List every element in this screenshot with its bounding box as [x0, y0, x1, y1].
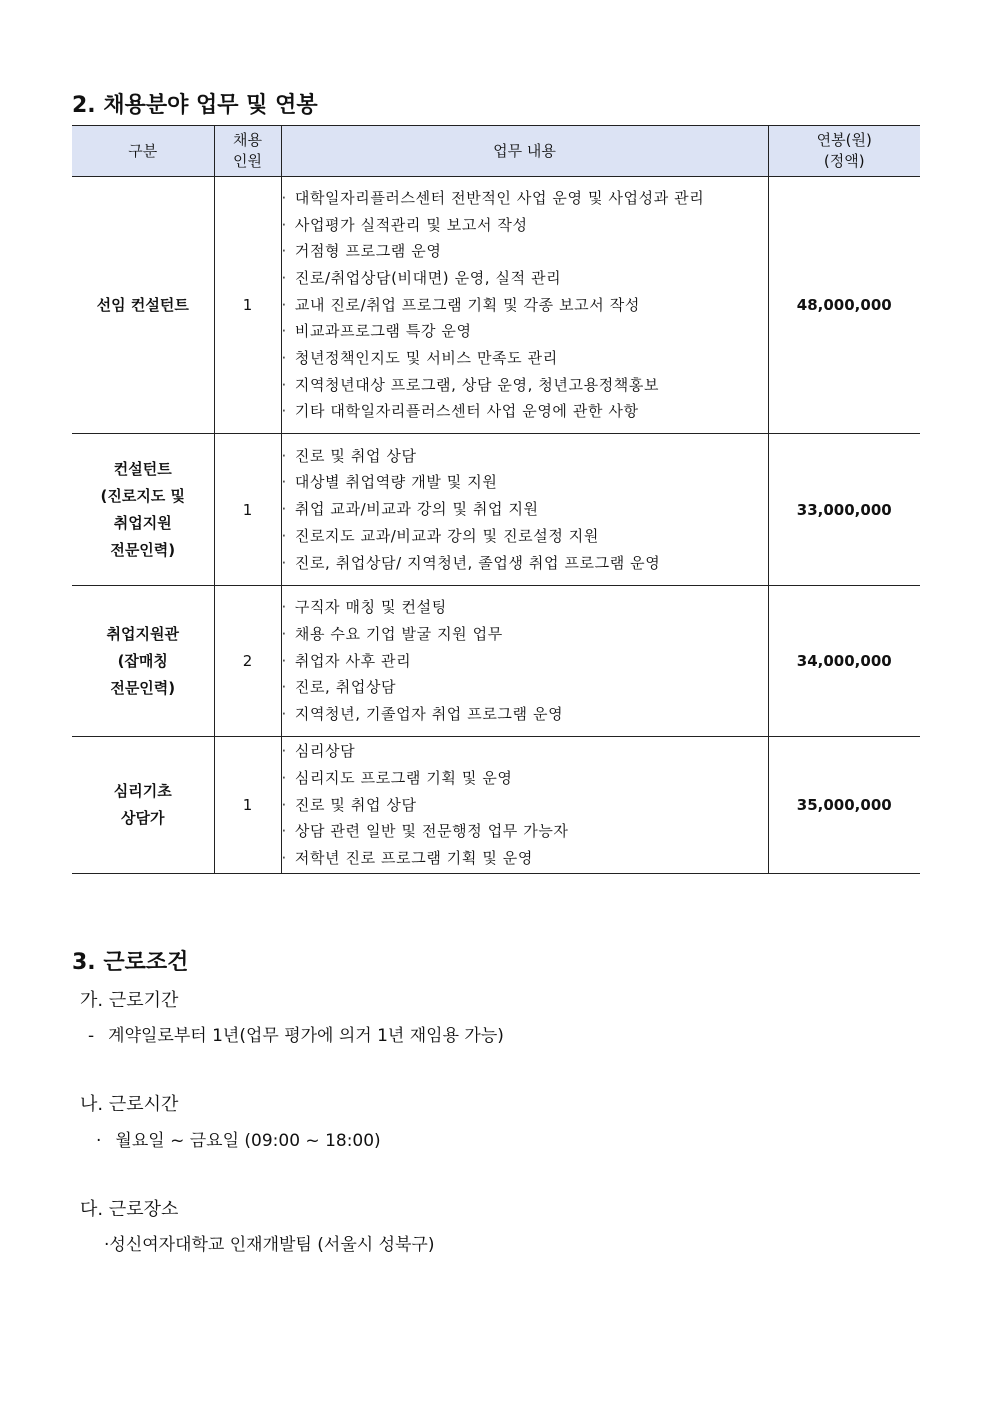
- duty-text: 상담 관련 일반 및 전문행정 업무 가능자: [294, 822, 569, 841]
- category-line: 컨설턴트: [113, 459, 172, 478]
- row-duties: [281, 177, 768, 434]
- row-salary: 35,000,000: [768, 737, 920, 874]
- table-row: [72, 434, 920, 586]
- duty-item: [282, 594, 768, 621]
- duty-text: 지역청년, 기졸업자 취업 프로그램 운영: [294, 705, 564, 724]
- duty-text: 채용 수요 기업 발굴 지원 업무: [294, 624, 503, 643]
- duty-text: 심리지도 프로그램 기획 및 운영: [294, 768, 513, 787]
- duty-text: 사업평가 실적관리 및 보고서 작성: [294, 215, 528, 234]
- duty-item: [282, 550, 768, 577]
- duty-text: 진로/취업상담(비대면) 운영, 실적 관리: [294, 268, 562, 287]
- duty-text: 구직자 매칭 및 컨설팅: [294, 598, 447, 617]
- category-line: 상담가: [121, 809, 165, 827]
- row-salary: 48,000,000: [768, 177, 920, 434]
- duty-text: 비교과프로그램 특강 운영: [294, 322, 472, 341]
- period-heading: 가. 근로기간: [80, 990, 179, 1011]
- duty-item: [282, 738, 768, 765]
- row-duties: [281, 586, 768, 737]
- job-table: [72, 125, 920, 874]
- duty-text: 진로지도 교과/비교과 강의 및 진로설정 지원: [294, 526, 599, 545]
- duty-item: [282, 398, 768, 425]
- duty-item: [282, 185, 768, 212]
- duty-item: [282, 443, 768, 470]
- duty-text: 진로 및 취업 상담: [294, 795, 417, 814]
- duty-item: [282, 674, 768, 701]
- duty-list: [282, 594, 768, 728]
- row-category: [72, 586, 214, 737]
- category-line: 취업지원관: [106, 624, 179, 643]
- duty-text: 저학년 진로 프로그램 기획 및 운영: [294, 849, 533, 868]
- duty-text: 취업 교과/비교과 강의 및 취업 지원: [294, 500, 539, 519]
- section-2-title: 2. 채용분야 업무 및 연봉: [72, 93, 318, 118]
- duty-text: 진로, 취업상담: [294, 678, 397, 697]
- header-duties: 업무 내용: [281, 126, 768, 177]
- duty-item: [282, 621, 768, 648]
- duty-item: [282, 372, 768, 399]
- duty-list: [282, 738, 768, 872]
- table-header-row: [72, 126, 920, 177]
- place-heading: 다. 근로장소: [80, 1199, 179, 1220]
- duty-text: 대학일자리플러스센터 전반적인 사업 운영 및 사업성과 관리: [294, 188, 705, 207]
- duty-text: 기타 대학일자리플러스센터 사업 운영에 관한 사항: [294, 402, 639, 421]
- duty-item: [282, 238, 768, 265]
- row-salary: 34,000,000: [768, 586, 920, 737]
- duty-item: [282, 345, 768, 372]
- category-line: 취업지원: [113, 513, 172, 532]
- place-text: ·성신여자대학교 인재개발팀 (서울시 성북구): [104, 1235, 435, 1255]
- header-salary: 연봉(원) (정액): [768, 126, 920, 177]
- row-category: [72, 177, 214, 434]
- header-count: 채용 인원: [214, 126, 281, 177]
- duty-item: [282, 496, 768, 523]
- row-count: 2: [214, 586, 281, 737]
- row-duties: [281, 434, 768, 586]
- hours-item: [96, 1126, 381, 1151]
- row-duties: [281, 737, 768, 874]
- period-item: [88, 1021, 504, 1046]
- duty-item: [282, 818, 768, 845]
- duty-item: [282, 792, 768, 819]
- row-category: [72, 434, 214, 586]
- category-line: (잡매칭: [117, 651, 168, 670]
- duty-item: [282, 523, 768, 550]
- duty-list: [282, 185, 768, 425]
- duty-item: [282, 701, 768, 728]
- duty-item: [282, 845, 768, 872]
- duty-text: 진로 및 취업 상담: [294, 446, 417, 465]
- duty-item: [282, 469, 768, 496]
- hours-heading: 나. 근로시간: [80, 1094, 179, 1115]
- row-count: 1: [214, 434, 281, 586]
- hours-text: 월요일 ~ 금요일 (09:00 ~ 18:00): [115, 1131, 381, 1151]
- category-line: 전문인력): [110, 678, 176, 697]
- duty-text: 거점형 프로그램 운영: [294, 242, 442, 261]
- duty-text: 진로, 취업상담/ 지역청년, 졸업생 취업 프로그램 운영: [294, 553, 661, 572]
- duty-item: [282, 292, 768, 319]
- period-text: 계약일로부터 1년(업무 평가에 의거 1년 재임용 가능): [108, 1026, 504, 1046]
- table-row: [72, 177, 920, 434]
- hours-bullet: ·: [96, 1131, 102, 1151]
- duty-item: [282, 648, 768, 675]
- duty-list: [282, 443, 768, 577]
- duty-item: [282, 212, 768, 239]
- duty-text: 대상별 취업역량 개발 및 지원: [294, 473, 498, 492]
- category-line: 선임 컨설턴트: [96, 295, 189, 314]
- duty-text: 교내 진로/취업 프로그램 기획 및 각종 보고서 작성: [294, 295, 640, 314]
- table-row: [72, 737, 920, 874]
- section-3-title: 3. 근로조건: [72, 950, 189, 975]
- row-salary: 33,000,000: [768, 434, 920, 586]
- row-count: 1: [214, 737, 281, 874]
- period-bullet: -: [88, 1026, 95, 1046]
- duty-item: [282, 265, 768, 292]
- duty-item: [282, 765, 768, 792]
- duty-item: [282, 318, 768, 345]
- row-count: 1: [214, 177, 281, 434]
- header-category: 구분: [72, 126, 214, 177]
- duty-text: 지역청년대상 프로그램, 상담 운영, 청년고용정책홍보: [294, 375, 660, 394]
- category-line: 전문인력): [110, 540, 176, 559]
- table-row: [72, 586, 920, 737]
- category-line: (진로지도 및: [100, 486, 186, 505]
- duty-text: 취업자 사후 관리: [294, 651, 412, 670]
- row-category: [72, 737, 214, 874]
- duty-text: 청년정책인지도 및 서비스 만족도 관리: [294, 349, 558, 368]
- duty-text: 심리상담: [294, 742, 356, 761]
- category-line: 심리기초: [113, 782, 172, 800]
